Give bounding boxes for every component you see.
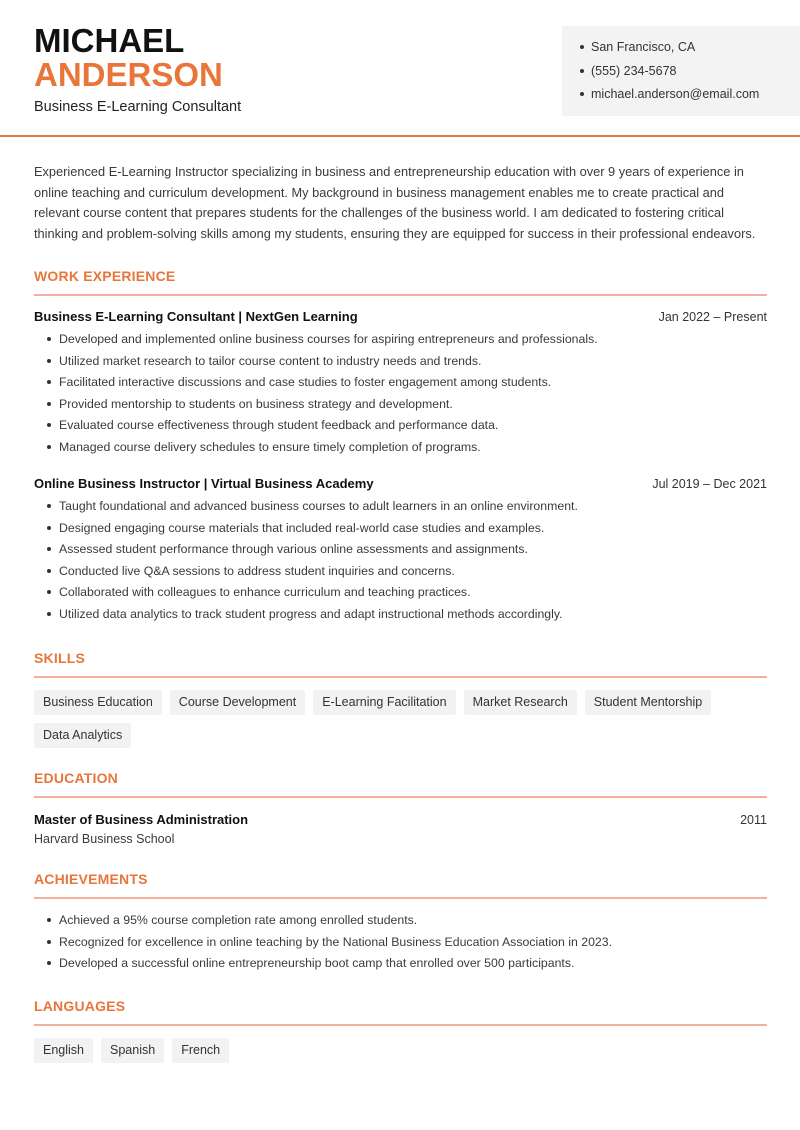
list-item (34, 374, 767, 396)
languages-list (34, 1038, 767, 1063)
bullet-text: Managed course delivery schedules to ensure timely completion of programs. (59, 439, 481, 454)
bullet-text: Conducted live Q&A sessions to address student inquiries and concerns. (59, 563, 455, 578)
language-chip: French (172, 1038, 229, 1063)
contact-location (580, 39, 800, 63)
section-title-education: EDUCATION (34, 770, 118, 786)
bullet-icon (47, 423, 51, 427)
job-dates: Jul 2019 – Dec 2021 (652, 477, 767, 491)
bullet-text: Developed a successful online entrepreneurship boot camp that enrolled over 500 participants. (59, 956, 575, 970)
job-header (34, 309, 767, 324)
list-item (34, 417, 767, 439)
first-name: MICHAEL (34, 22, 185, 59)
list-item (34, 955, 767, 977)
bullet-icon (47, 402, 51, 406)
bullet-text: Utilized data analytics to track student progress and adapt instructional methods accordingly. (59, 606, 563, 621)
bullet-icon (47, 918, 51, 922)
language-chip: Spanish (101, 1038, 164, 1063)
job-header (34, 476, 767, 491)
job-bullets (34, 331, 767, 460)
job-entry (34, 476, 767, 627)
education-entry (34, 812, 767, 846)
email-text[interactable]: michael.anderson@email.com (591, 87, 760, 101)
bullet-text: Provided mentorship to students on business strategy and development. (59, 396, 453, 411)
contact-phone (580, 63, 800, 87)
skills-section (34, 650, 767, 748)
bullet-icon (47, 612, 51, 616)
job-dates: Jan 2022 – Present (658, 310, 767, 324)
bullet-icon (47, 445, 51, 449)
skills-list (34, 690, 767, 748)
list-item (34, 912, 767, 934)
skill-chip: Data Analytics (34, 723, 131, 748)
bullet-icon (47, 590, 51, 594)
bullet-icon (47, 961, 51, 965)
graduation-year: 2011 (740, 813, 767, 827)
skill-chip: Course Development (170, 690, 305, 715)
degree: Master of Business Administration (34, 812, 249, 827)
section-divider (34, 897, 767, 899)
list-item (34, 353, 767, 375)
skill-chip: Student Mentorship (585, 690, 711, 715)
education-section (34, 770, 767, 846)
job-role: Business E-Learning Consultant | NextGen Learning (34, 309, 358, 324)
bullet-icon (47, 504, 51, 508)
section-divider (34, 676, 767, 678)
school: Harvard Business School (34, 832, 175, 846)
section-divider (34, 294, 767, 296)
bullet-icon (580, 92, 584, 96)
section-title-languages: LANGUAGES (34, 998, 126, 1014)
section-divider (34, 1024, 767, 1026)
bullet-icon (580, 45, 584, 49)
languages-section (34, 998, 767, 1063)
list-item (34, 396, 767, 418)
bullet-text: Designed engaging course materials that included real-world case studies and examples. (59, 520, 545, 535)
job-role: Online Business Instructor | Virtual Business Academy (34, 476, 374, 491)
last-name: ANDERSON (34, 56, 223, 93)
job-entry (34, 309, 767, 460)
job-title: Business E-Learning Consultant (34, 99, 242, 115)
bullet-text: Assessed student performance through various online assessments and assignments. (59, 542, 528, 556)
list-item (34, 606, 767, 628)
bullet-icon (47, 526, 51, 530)
job-bullets (34, 498, 767, 627)
skill-chip: Business Education (34, 690, 162, 715)
education-header (34, 812, 767, 827)
skill-chip: Market Research (464, 690, 577, 715)
bullet-icon (47, 547, 51, 551)
location-text: San Francisco, CA (591, 40, 696, 54)
bullet-text: Recognized for excellence in online teaching by the National Business Education Association in 2023. (59, 934, 613, 949)
bullet-text: Achieved a 95% course completion rate among enrolled students. (59, 913, 418, 927)
bullet-icon (47, 359, 51, 363)
resume-header (0, 0, 800, 137)
bullet-text: Utilized market research to tailor course content to industry needs and trends. (59, 353, 482, 368)
list-item (34, 541, 767, 563)
phone-text: (555) 234-5678 (591, 63, 677, 78)
list-item (34, 439, 767, 461)
bullet-text: Developed and implemented online business courses for aspiring entrepreneurs and professionals. (59, 332, 598, 346)
bullet-icon (47, 940, 51, 944)
list-item (34, 331, 767, 353)
professional-summary: Experienced E-Learning Instructor specializing in business and entrepreneurship education with over 9 years of experience in online teaching and curriculum development. My background in business management enables me to create practical and relevant course content that prepares students for the challenges of the business world. I am dedicated to fostering critical thinking and problem-solving skills among my students, ensuring they are equipped for success in their professional endeavors. (34, 164, 756, 242)
achievements-list (34, 912, 767, 977)
bullet-icon (47, 337, 51, 341)
language-chip: English (34, 1038, 93, 1063)
list-item (34, 563, 767, 585)
list-item (34, 498, 767, 520)
skill-chip: E-Learning Facilitation (313, 690, 455, 715)
bullet-icon (580, 69, 584, 73)
bullet-text: Evaluated course effectiveness through student feedback and performance data. (59, 418, 499, 432)
contact-box (562, 26, 800, 116)
achievements-section (34, 871, 767, 977)
section-title-skills: SKILLS (34, 650, 85, 666)
bullet-icon (47, 569, 51, 573)
section-title-achievements: ACHIEVEMENTS (34, 871, 148, 887)
section-divider (34, 796, 767, 798)
bullet-text: Collaborated with colleagues to enhance curriculum and teaching practices. (59, 585, 471, 599)
work-experience-section (34, 268, 767, 296)
bullet-text: Taught foundational and advanced business courses to adult learners in an online environment. (59, 499, 578, 513)
bullet-icon (47, 380, 51, 384)
list-item (34, 520, 767, 542)
list-item (34, 584, 767, 606)
bullet-text: Facilitated interactive discussions and case studies to foster engagement among students. (59, 375, 552, 389)
full-name (34, 24, 223, 92)
contact-email (580, 86, 800, 110)
list-item (34, 934, 767, 956)
section-title-work: WORK EXPERIENCE (34, 268, 176, 284)
